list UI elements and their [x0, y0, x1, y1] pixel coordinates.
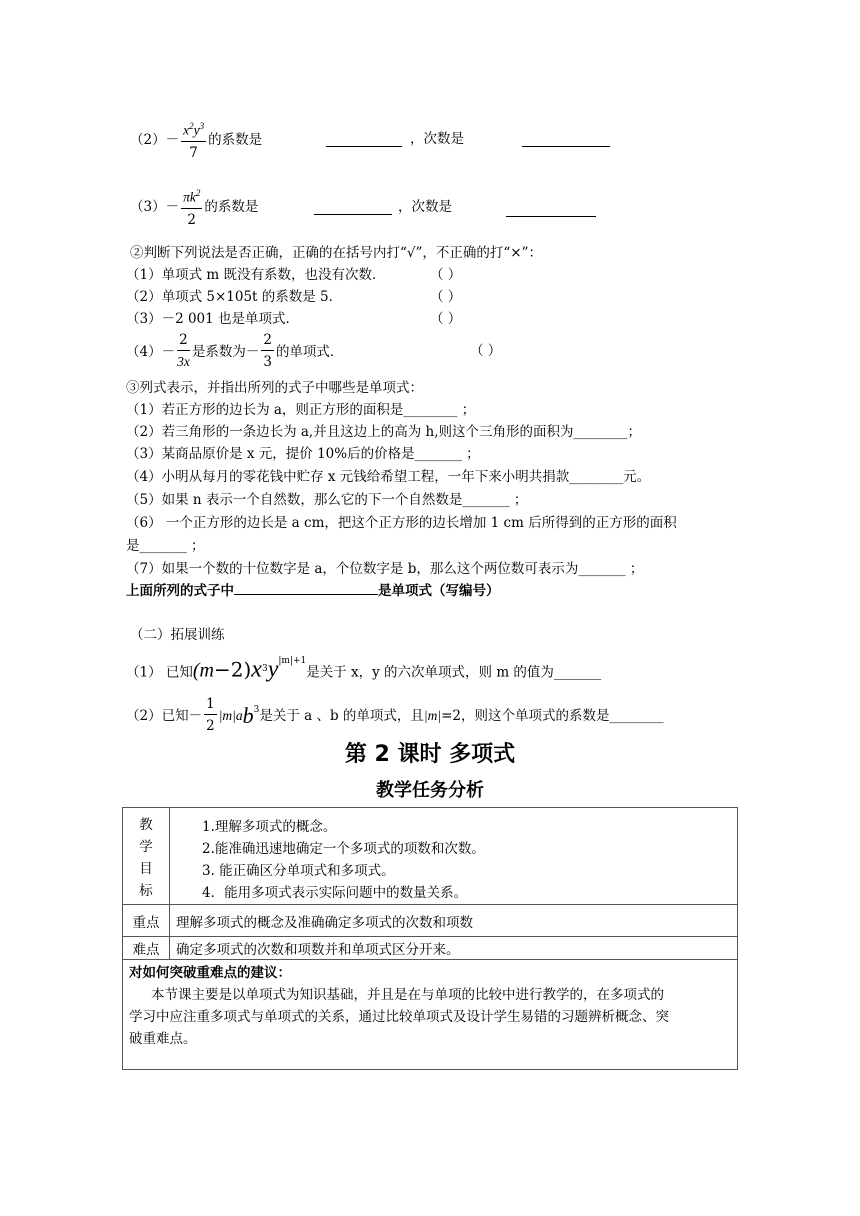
- advice-line: 学习中应注重多项式与单项式的关系，通过比较单项式及设计学生易错的习题辨析概念、突: [129, 1009, 669, 1025]
- expression-item: 是_______ ；: [126, 538, 205, 554]
- degree-label: ，次数是: [398, 199, 452, 215]
- extension-q2: （2）已知－ $\frac{1}{2}$ $|m|ab^3$是关于 a 、b 的单项式，且|m|=2，则这个单项式的系数是________: [126, 694, 664, 737]
- expression-heading: ③列式表示，并指出所列的式子中哪些是单项式：: [126, 380, 423, 396]
- teaching-analysis-table: [122, 807, 738, 1070]
- answer-paren[interactable]: （ ）: [430, 289, 462, 305]
- answer-blank[interactable]: [234, 593, 378, 595]
- difficulty-label: 难点: [123, 937, 170, 960]
- answer-paren[interactable]: （ ）: [430, 311, 462, 327]
- goals-cell: [170, 808, 738, 905]
- judgement-heading: ②判断下列说法是否正确，正确的在括号内打“√”，不正确的打“×”：: [130, 245, 543, 261]
- expression-item: （3）某商品原价是 x 元，提价 10%后的价格是_______ ；: [126, 446, 480, 462]
- fraction-x2y3-over-7: $\frac{x^2y^3}{7}$: [181, 116, 206, 164]
- key-text: 理解多项式的概念及准确确定多项式的次数和项数: [170, 905, 738, 937]
- difficulty-text: 确定多项式的次数和项数并和单项式区分开来。: [170, 937, 738, 960]
- extension-q1: （1） 已知$(m-2)x^3y^{|m|+1}$是关于 x，y 的六次单项式，则 m 的值为_______: [126, 656, 602, 683]
- analysis-title: 教学任务分析: [376, 780, 484, 801]
- advice-line: 破重难点。: [129, 1031, 197, 1047]
- fraction-2-over-3: $\frac{2}{3}$: [263, 332, 272, 370]
- question-3-row: （3）－ $\frac{\pi k^2}{2}$ 的系数是: [130, 183, 258, 231]
- goal-item: 2.能准确迅速地确定一个多项式的项数和次数。: [202, 841, 485, 857]
- question-2-row: （2）－ $\frac{x^2y^3}{7}$ 的系数是: [130, 116, 262, 164]
- answer-blank[interactable]: [522, 145, 610, 147]
- judgement-item-4: （4）－ $\frac{2}{3x}$ 是系数为－ $\frac{2}{3}$ 的单项式．: [126, 330, 343, 373]
- advice-cell: [123, 960, 738, 1070]
- fraction-2-over-3x: $\frac{2}{3x}$: [177, 332, 190, 369]
- judgement-item: （3）－2 001 也是单项式．: [126, 311, 300, 327]
- answer-blank[interactable]: [506, 215, 596, 217]
- expression-item: （1）若正方形的边长为 a，则正方形的面积是________ ；: [126, 402, 476, 418]
- judgement-item: （1）单项式 m 既没有系数，也没有次数．: [126, 267, 386, 283]
- goal-item: 1.理解多项式的概念。: [202, 819, 337, 835]
- judgement-item: （2）单项式 5×105t 的系数是 5．: [126, 289, 343, 305]
- goal-item: 3. 能正确区分单项式和多项式。: [202, 863, 395, 879]
- goal-item: 4．能用多项式表示实际问题中的数量关系。: [202, 885, 468, 901]
- expression-item: （6） 一个正方形的边长是 a cm，把这个正方形的边长增加 1 cm 后所得到的正方形的面积: [126, 515, 677, 531]
- expression-item: （5）如果 n 表示一个自然数，那么它的下一个自然数是_______ ；: [126, 492, 528, 508]
- fraction-1-over-2: $\frac{1}{2}$: [206, 696, 215, 734]
- expression-item: （4）小明从每月的零花钱中贮存 x 元钱给希望工程，一年下来小明共捐款________元。: [126, 469, 651, 485]
- fraction-pik2-over-2: $\frac{\pi k^2}{2}$: [181, 183, 202, 231]
- goal-label-cell: 教 学 目 标: [123, 808, 170, 905]
- answer-blank[interactable]: [326, 145, 402, 147]
- degree-label: ，次数是: [410, 131, 464, 147]
- summary-line: 上面所列的式子中 是单项式（写编号）: [126, 583, 500, 599]
- lesson-title: 第 2 课时 多项式: [344, 742, 516, 767]
- extension-heading: （二）拓展训练: [130, 627, 225, 643]
- advice-title: 对如何突破重难点的建议：: [129, 965, 291, 981]
- advice-line: 本节课主要是以单项式为知识基础，并且是在与单项的比较中进行教学的，在多项式的: [151, 987, 664, 1003]
- key-label: 重点: [123, 905, 170, 937]
- answer-blank[interactable]: [314, 213, 392, 215]
- answer-paren[interactable]: （ ）: [430, 267, 462, 283]
- answer-paren[interactable]: （ ）: [470, 343, 502, 359]
- expression-item: （7）如果一个数的十位数字是 a，个位数字是 b，那么这个两位数可表示为_______ ；: [126, 561, 644, 577]
- expression-item: （2）若三角形的一条边长为 a,并且这边上的高为 h,则这个三角形的面积为________；: [126, 424, 641, 440]
